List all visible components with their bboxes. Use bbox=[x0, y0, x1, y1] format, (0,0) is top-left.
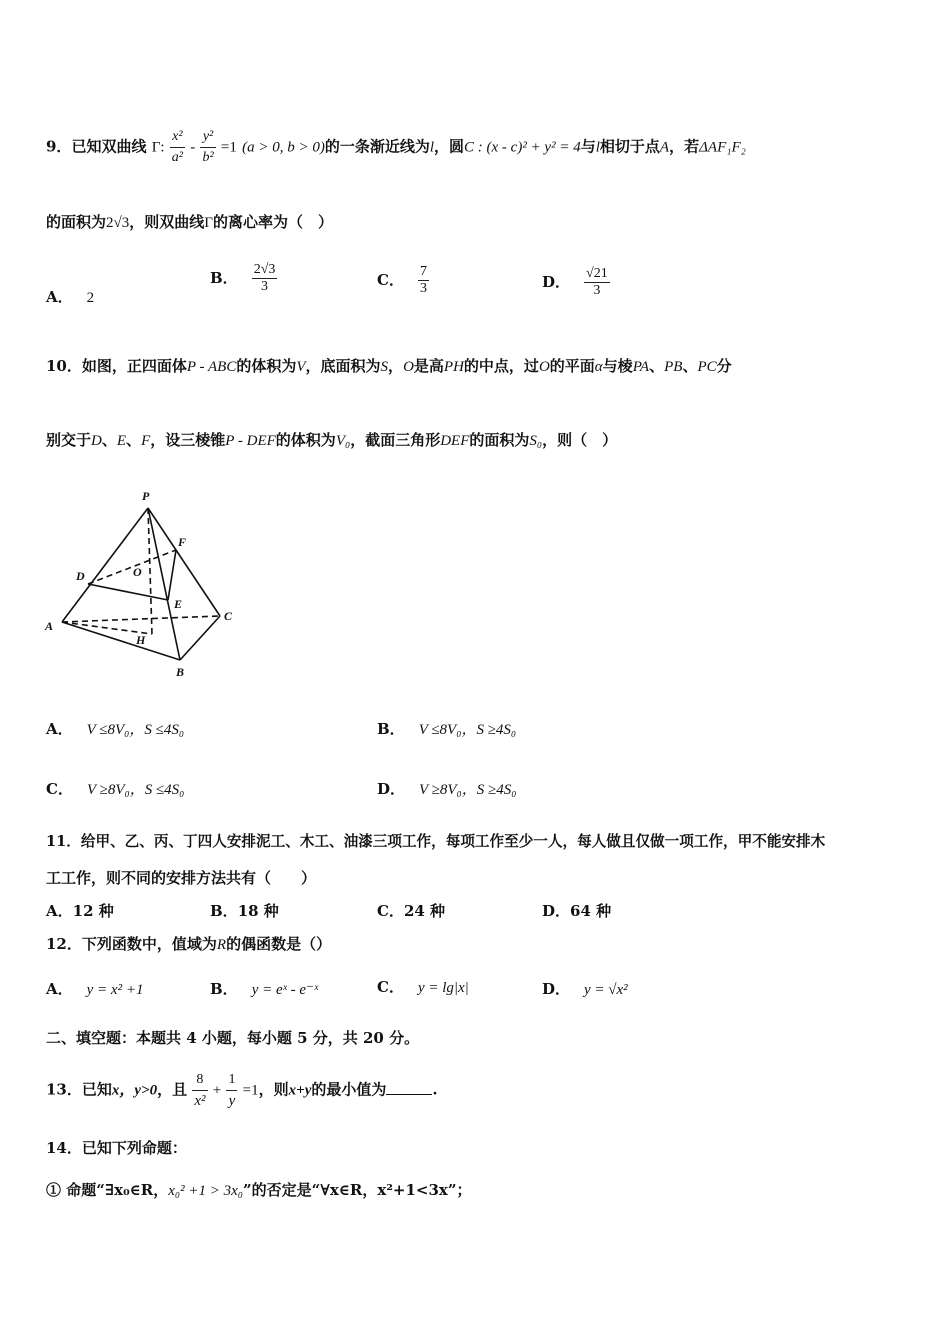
q11-line2: 工工作，则不同的安排方法共有（ ） bbox=[46, 869, 317, 887]
vertex-label-a: A bbox=[45, 619, 54, 633]
q11-option-a[interactable]: A．12 种 bbox=[46, 902, 114, 920]
answer-blank[interactable] bbox=[386, 1080, 432, 1095]
q13-line: 13．已知x，y>0，且 $\frac{8}{\text{x²}}$ + $\frac{1}{y}$ =1，则x+y的最小值为 . bbox=[46, 1072, 438, 1109]
q10-option-d[interactable]: D． V ≥8V₀，S ≥4S₀ bbox=[377, 780, 517, 798]
q12-option-b[interactable]: B． y = eˣ - e⁻ˣ bbox=[210, 980, 319, 998]
fraction: $\frac{√21}{3}$ bbox=[586, 266, 608, 298]
q9-option-d[interactable]: D． $\frac{√21}{3}$ bbox=[542, 266, 608, 298]
q14-proposition-1: ① 命题“∃x₀∈R，x₀² +1 > 3x₀”的否定是“∀x∈R，x²+1<3x”； bbox=[46, 1181, 472, 1199]
fraction-x2-a2: $\frac{\text{x²}}{\text{a²}}$ bbox=[170, 127, 185, 168]
fraction: $\frac{2√3}{3}$ bbox=[253, 262, 276, 294]
q10-line2: 别交于D、E、F，设三棱锥P - DEF的体积为V₀，截面三角形DEF的面积为S₀，则（ ） bbox=[46, 431, 618, 449]
q10-line1: 10．如图，正四面体P - ABC的体积为V，底面积为S，O是高PH的中点，过O的平面α与棱PA、PB、PC分 bbox=[46, 357, 732, 375]
q11-option-c[interactable]: C．24 种 bbox=[377, 902, 446, 920]
q11-option-b[interactable]: B．18 种 bbox=[210, 902, 279, 920]
q9-line2: 的面积为2√3，则双曲线Γ的离心率为（ ） bbox=[46, 213, 333, 231]
q10-option-a[interactable]: A． V ≤8V₀，S ≤4S₀ bbox=[46, 720, 185, 738]
gamma-symbol: Γ bbox=[151, 139, 161, 156]
q14-line: 14．已知下列命题： bbox=[46, 1139, 187, 1157]
fraction-8-x2: $\frac{8}{\text{x²}}$ bbox=[194, 1072, 206, 1109]
q12-option-a[interactable]: A． y = x² +1 bbox=[46, 980, 144, 998]
q9-line1: 9．已知双曲线 Γ: $\frac{\text{x²}}{\text{a²}}$ - $\frac{\text{y²}}{\text{b²}}$ =1 (a > 0, b > 0)的一条渐近线为l，圆C : (x - c)² + y² = 4与l相切于点A，若ΔAF₁F₂ bbox=[46, 127, 746, 168]
vertex-label-d: D bbox=[76, 569, 85, 583]
vertex-label-o: O bbox=[133, 565, 142, 579]
vertex-label-c: C bbox=[224, 609, 233, 623]
fraction-y2-b2: $\frac{\text{y²}}{\text{b²}}$ bbox=[200, 127, 215, 168]
edge-ef bbox=[168, 550, 176, 600]
vertex-label-e: E bbox=[174, 597, 183, 611]
q10-option-c[interactable]: C． V ≥8V₀，S ≤4S₀ bbox=[46, 780, 185, 798]
q10-option-b[interactable]: B． V ≤8V₀，S ≥4S₀ bbox=[377, 720, 517, 738]
q12-line: 12．下列函数中，值域为R的偶函数是（） bbox=[46, 935, 332, 953]
vertex-label-h: H bbox=[136, 633, 146, 647]
q9-option-b[interactable]: B． $\frac{2√3}{3}$ bbox=[210, 262, 276, 294]
q9-option-c[interactable]: C． $\frac{7}{3}$ bbox=[377, 264, 427, 296]
edge-ac bbox=[62, 616, 220, 622]
q11-option-d[interactable]: D．64 种 bbox=[542, 902, 612, 920]
section-heading: 二、填空题：本题共 4 小题，每小题 5 分，共 20 分。 bbox=[46, 1029, 420, 1047]
fraction: $\frac{7}{3}$ bbox=[419, 264, 427, 296]
vertex-label-f: F bbox=[178, 535, 187, 549]
vertex-label-p: P bbox=[142, 489, 150, 503]
tetrahedron-figure bbox=[40, 488, 250, 683]
edge-ab bbox=[62, 622, 180, 660]
fraction-1-y: $\frac{1}{y}$ bbox=[228, 1072, 236, 1109]
q9-option-a[interactable]: A． 2 bbox=[46, 288, 95, 306]
vertex-label-b: B bbox=[176, 665, 185, 679]
q12-option-c[interactable]: C． y = lg|x| bbox=[377, 978, 469, 996]
q11-line1: 11．给甲、乙、丙、丁四人安排泥工、木工、油漆三项工作，每项工作至少一人，每人做且仅做一项工作，甲不能安排木 bbox=[46, 833, 826, 850]
q12-option-d[interactable]: D． y = √x² bbox=[542, 980, 628, 998]
edge-bc bbox=[180, 616, 220, 660]
edge-de bbox=[88, 584, 168, 600]
